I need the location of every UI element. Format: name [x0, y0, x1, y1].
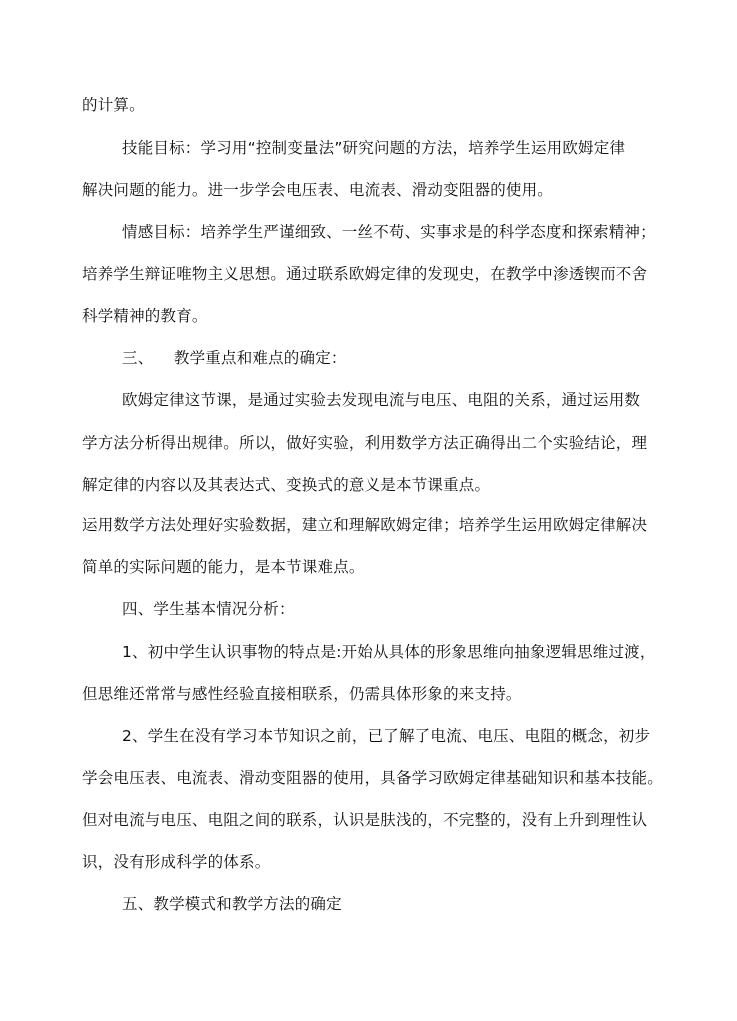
text-line: 运用数学方法处理好实验数据，建立和理解欧姆定律；培养学生运用欧姆定律解决 — [82, 516, 648, 534]
text-line: 解决问题的能力。进一步学会电压表、电流表、滑动变阻器的使用。 — [82, 181, 554, 199]
text-line: 情感目标：培养学生严谨细致、一丝不苟、实事求是的科学态度和探索精神； — [122, 223, 656, 241]
text-line: 的计算。 — [82, 96, 145, 114]
text-line: 学会电压表、电流表、滑动变阻器的使用，具备学习欧姆定律基础知识和基本技能。 — [82, 769, 663, 787]
text-line: 技能目标：学习用“控制变量法”研究问题的方法，培养学生运用欧姆定律 — [122, 139, 626, 157]
text-line: 科学精神的教育。 — [82, 307, 208, 325]
text-line: 欧姆定律这节课，是通过实验去发现电流与电压、电阻的关系，通过运用数 — [122, 391, 641, 409]
text-line: 简单的实际问题的能力，是本节课难点。 — [82, 558, 365, 576]
section-heading: 三、 教学重点和难点的确定： — [122, 349, 347, 367]
text-line: 培养学生辩证唯物主义思想。通过联系欧姆定律的发现史，在教学中渗透锲而不舍 — [82, 265, 648, 283]
text-line: 学方法分析得出规律。所以，做好实验，利用数学方法正确得出二个实验结论，理 — [82, 434, 648, 452]
text-line: 但对电流与电压、电阻之间的联系，认识是肤浅的，不完整的，没有上升到理性认 — [82, 811, 648, 829]
text-line: 解定律的内容以及其表达式、变换式的意义是本节课重点。 — [82, 476, 491, 494]
text-line: 2、学生在没有学习本节知识之前，已了解了电流、电压、电阻的概念，初步 — [122, 727, 651, 745]
section-heading: 四、学生基本情况分析： — [122, 600, 295, 618]
text-line: 但思维还常常与感性经验直接相联系，仍需具体形象的来支持。 — [82, 685, 522, 703]
text-line: 1、初中学生认识事物的特点是:开始从具体的形象思维向抽象逻辑思维过渡， — [122, 643, 656, 661]
text-line: 识，没有形成科学的体系。 — [82, 853, 271, 871]
section-heading: 五、教学模式和教学方法的确定 — [122, 895, 342, 913]
